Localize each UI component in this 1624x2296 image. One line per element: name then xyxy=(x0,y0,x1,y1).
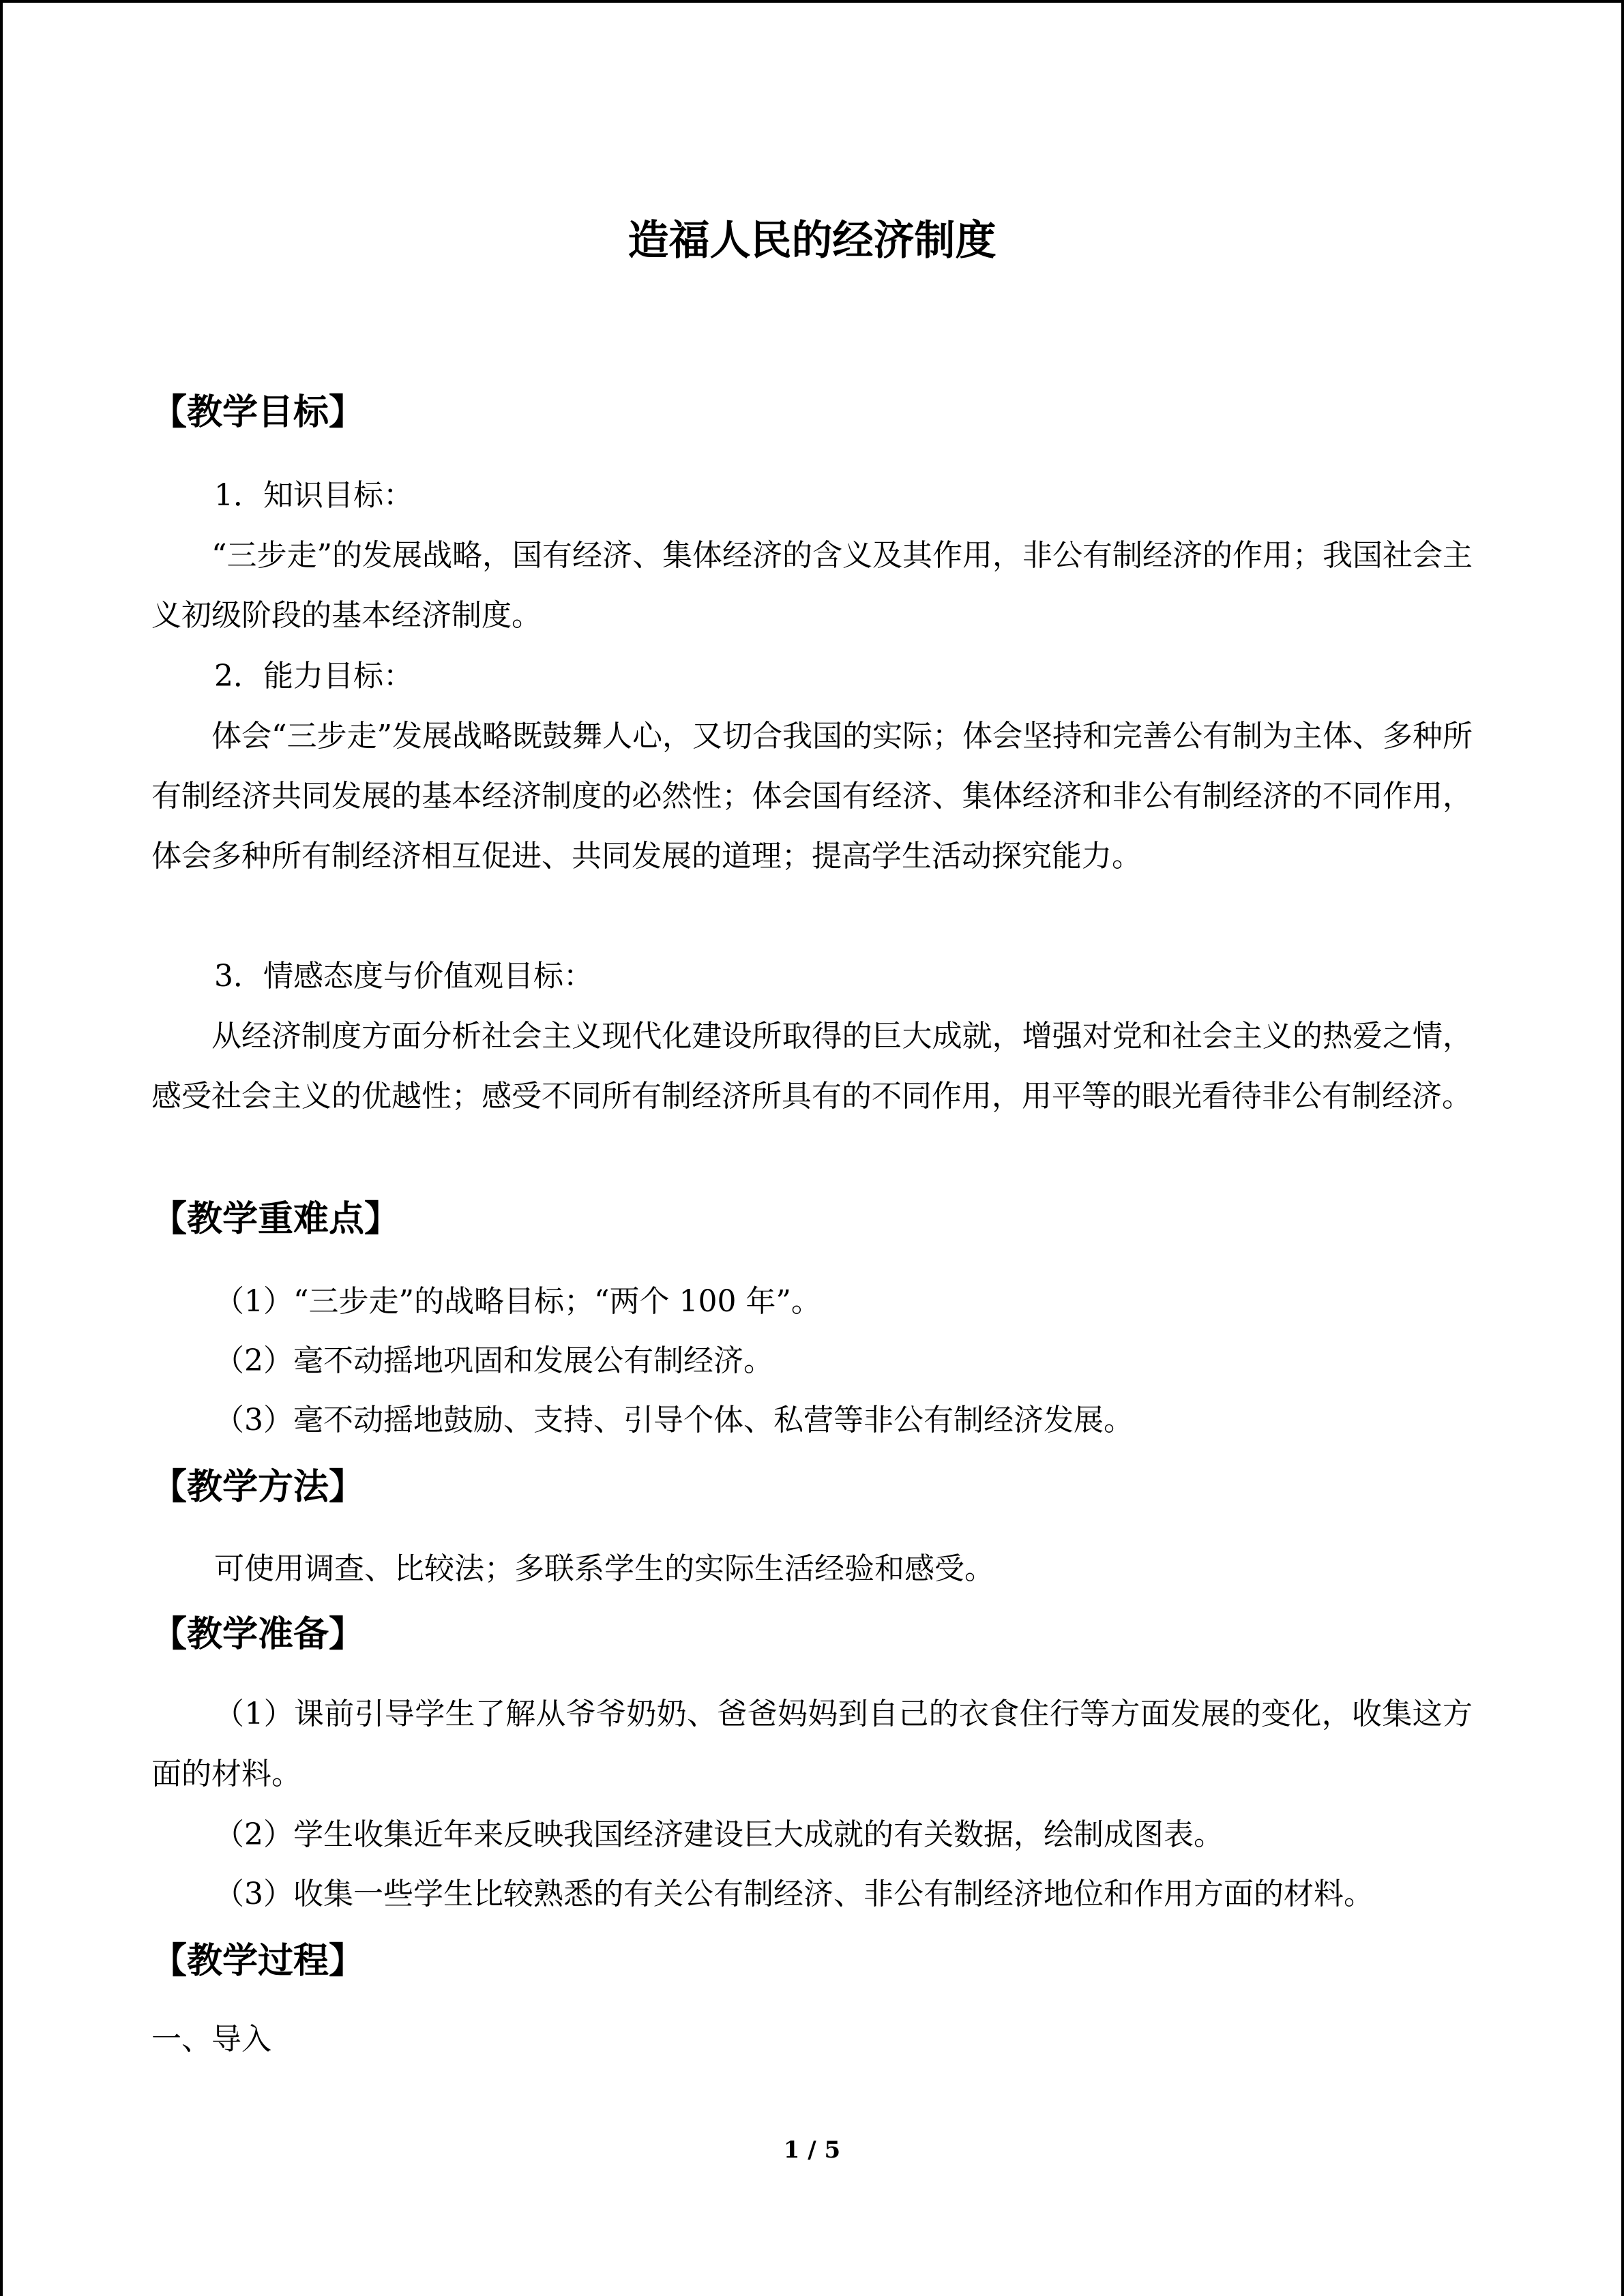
knowledge-objective-label: 1．知识目标： xyxy=(214,478,413,513)
methods-text: 可使用调查、比较法；多联系学生的实际生活经验和感受。 xyxy=(214,1551,994,1586)
preparation-item: （2）学生收集近年来反映我国经济建设巨大成就的有关数据，绘制成图表。 xyxy=(214,1817,1224,1852)
methods-heading: 【教学方法】 xyxy=(151,1467,365,1508)
process-step-intro: 一、导入 xyxy=(151,2022,271,2057)
key-point-item: （3）毫不动摇地鼓励、支持、引导个体、私营等非公有制经济发展。 xyxy=(214,1403,1134,1437)
page-border-right xyxy=(1621,0,1624,2296)
preparation-item: （3）收集一些学生比较熟悉的有关公有制经济、非公有制经济地位和作用方面的材料。 xyxy=(214,1877,1374,1911)
emotion-objective-text: 从经济制度方面分析社会主义现代化建设所取得的巨大成就，增强对党和社会主义的热爱之情，感受社会主义的优越性；感受不同所有制经济所具有的不同作用，用平等的眼光看待非公有制经济。 xyxy=(151,1019,1473,1114)
key-point-item: （1）“三步走”的战略目标；“两个 100 年”。 xyxy=(214,1284,821,1319)
ability-objective-text: 体会“三步走”发展战略既鼓舞人心，又切合我国的实际；体会坚持和完善公有制为主体、多种所有制经济共同发展的基本经济制度的必然性；体会国有经济、集体经济和非公有制经济的不同作用，体会多种所有制经济相互促进、共同发展的道理；提高学生活动探究能力。 xyxy=(151,719,1473,874)
key-point-item: （2）毫不动摇地巩固和发展公有制经济。 xyxy=(214,1343,773,1378)
process-heading: 【教学过程】 xyxy=(151,1941,365,1982)
emotion-objective-label: 3．情感态度与价值观目标： xyxy=(214,959,593,994)
key-points-heading: 【教学重难点】 xyxy=(151,1199,400,1240)
knowledge-objective-text: “三步走”的发展战略，国有经济、集体经济的含义及其作用，非公有制经济的作用；我国社会主义初级阶段的基本经济制度。 xyxy=(151,538,1473,633)
preparation-item: （1）课前引导学生了解从爷爷奶奶、爸爸妈妈到自己的衣食住行等方面发展的变化，收集这方面的材料。 xyxy=(151,1697,1473,1791)
ability-objective-label: 2．能力目标： xyxy=(214,659,413,694)
page-border-left xyxy=(0,0,3,2296)
preparation-heading: 【教学准备】 xyxy=(151,1614,365,1655)
objectives-heading: 【教学目标】 xyxy=(151,392,365,433)
page-border-top xyxy=(0,0,1624,3)
page-number: 1 / 5 xyxy=(783,2136,841,2164)
document-title: 造福人民的经济制度 xyxy=(628,217,996,265)
